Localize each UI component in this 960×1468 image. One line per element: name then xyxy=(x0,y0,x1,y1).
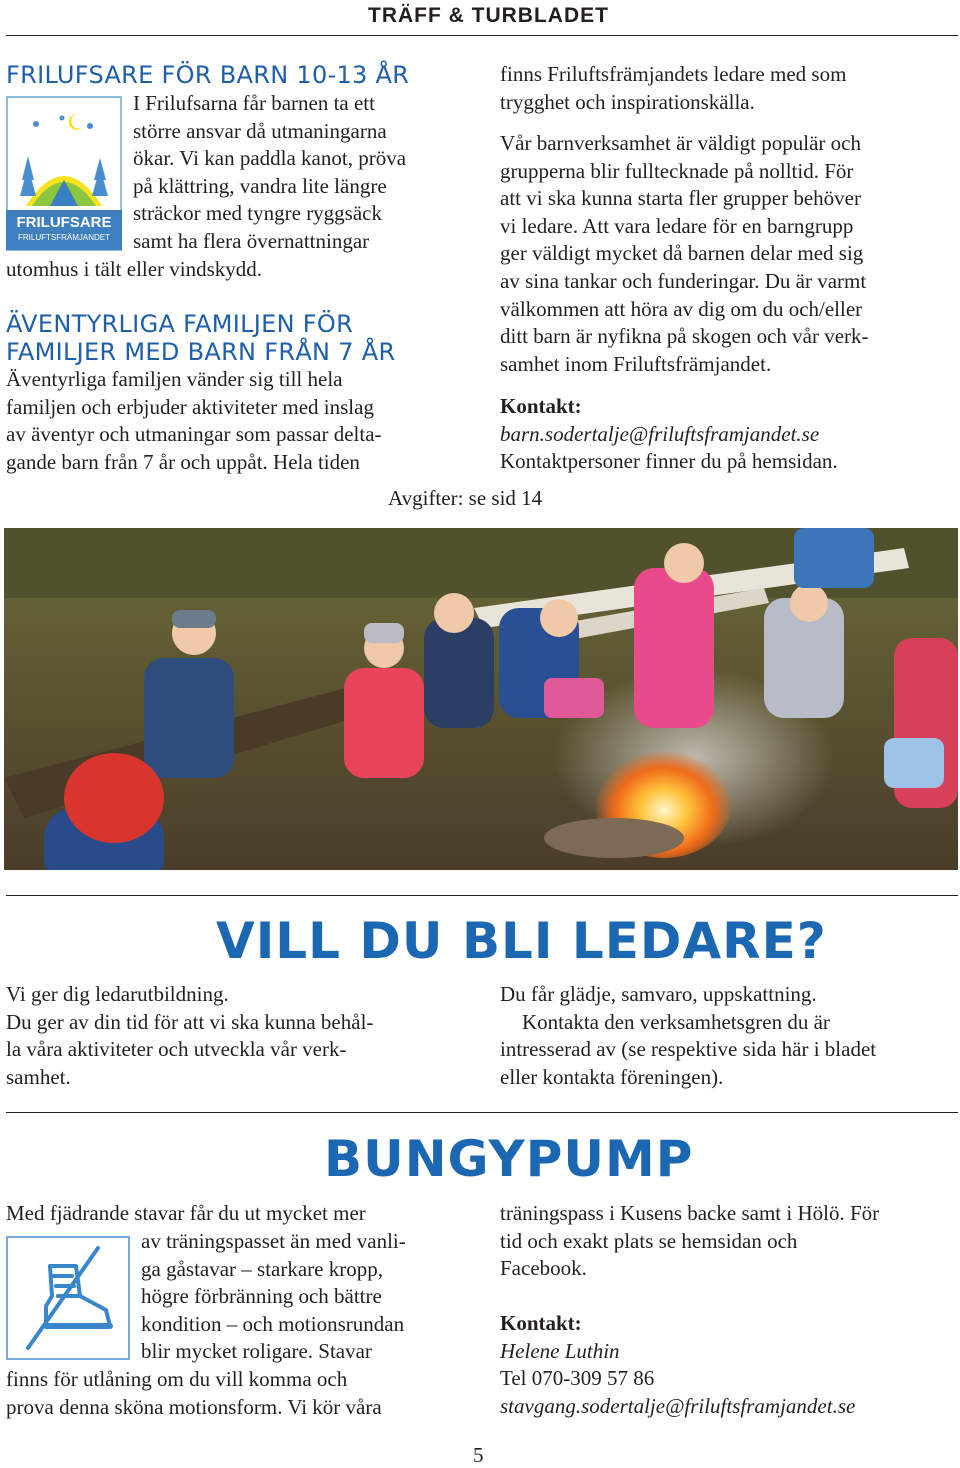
text-line: samhet. xyxy=(6,1064,71,1089)
bungy-contact xyxy=(500,1310,957,1420)
text-line: Vi ger dig ledarutbildning. xyxy=(6,982,229,1006)
text-line: eller kontakta föreningen). xyxy=(500,1064,724,1089)
text-line: sträckor med tyngre ryggsäck xyxy=(133,201,382,226)
text-line: träningspass i Kusens backe samt i Hölö. För xyxy=(500,1201,880,1225)
bungy-headline: BUNGYPUMP xyxy=(324,1130,694,1188)
frilufsare-text xyxy=(133,90,463,256)
text-line: ga gåstavar – starkare kropp, xyxy=(141,1256,383,1281)
text-line: kondition – och motionsrundan xyxy=(141,1311,405,1336)
hiking-boot-icon xyxy=(6,1236,130,1360)
bungy-text-first xyxy=(6,1200,463,1228)
text-line: Facebook. xyxy=(500,1256,587,1281)
section-rule xyxy=(6,1112,958,1113)
text-line: större ansvar då utmaningarna xyxy=(133,118,387,143)
text-line: ger väldigt mycket då barnen delar med sig xyxy=(500,241,864,266)
familjen-title-line: FAMILJER MED BARN FRÅN 7 ÅR xyxy=(6,338,396,366)
bungy-right-text xyxy=(500,1200,957,1283)
text-line: grupperna blir fulltecknade på nolltid. För xyxy=(500,158,854,183)
logo-text: FRILUFSARE xyxy=(16,214,112,231)
contact-label: Kontakt: xyxy=(500,394,582,418)
campfire-photo xyxy=(4,528,958,870)
fees-note: Avgifter: se sid 14 xyxy=(388,486,543,510)
frilufsare-text-last xyxy=(6,256,463,284)
familjen-continued xyxy=(500,61,957,116)
text-line: tid och exakt plats se hemsidan och xyxy=(500,1228,798,1253)
familjen-contact xyxy=(500,393,957,476)
text-line: ökar. Vi kan paddla kanot, pröva xyxy=(133,146,407,171)
text-line: finns för utlåning om du vill komma och xyxy=(6,1367,348,1391)
ledare-left-text xyxy=(6,981,463,1091)
running-head: TRÄFF & TURBLADET xyxy=(368,4,609,27)
text-line: utomhus i tält eller vindskydd. xyxy=(6,257,263,281)
text-line: vi ledare. Att vara ledare för en barngrupp xyxy=(500,213,854,238)
bungy-text-last xyxy=(6,1366,463,1421)
text-line: på klättring, vandra lite längre xyxy=(133,173,387,198)
text-line: finns Friluftsfrämjandets ledare med som xyxy=(500,62,847,86)
header-rule xyxy=(6,35,958,36)
text-line: la våra aktiviteter och utveckla vår verk- xyxy=(6,1037,347,1062)
familjen-title-line: ÄVENTYRLIGA FAMILJEN FÖR xyxy=(6,310,354,338)
section-rule xyxy=(6,895,958,896)
text-line: trygghet och inspirationskälla. xyxy=(500,89,755,114)
familjen-title xyxy=(6,310,395,366)
text-line: Äventyrliga familjen vänder sig till hela xyxy=(6,367,343,391)
logo-subtext: FRILUFTSFRÄMJANDET xyxy=(18,233,110,242)
text-line: ditt barn är nyfikna på skogen och vår verk- xyxy=(500,324,869,349)
frilufsare-title: FRILUFSARE FÖR BARN 10-13 ÅR xyxy=(6,61,410,89)
text-line: Du får glädje, samvaro, uppskattning. xyxy=(500,982,817,1006)
text-line: välkommen att höra av dig om du och/eller xyxy=(500,296,863,321)
text-line: blir mycket roligare. Stavar xyxy=(141,1339,372,1364)
text-line: intresserad av (se respektive sida här i bladet xyxy=(500,1037,877,1062)
text-line: samhet inom Friluftsfrämjandet. xyxy=(500,351,772,376)
familjen-paragraph-2 xyxy=(500,130,957,378)
text-line: Vår barnverksamhet är väldigt populär och xyxy=(500,131,861,155)
text-line: Med fjädrande stavar får du ut mycket mer xyxy=(6,1201,366,1225)
contact-label: Kontakt: xyxy=(500,1311,582,1335)
text-line: Kontakta den verksamhetsgren du är xyxy=(522,1009,830,1034)
text-line: av sina tankar och funderingar. Du är varmt xyxy=(500,268,867,293)
text-line: av äventyr och utmaningar som passar delta- xyxy=(6,422,382,447)
page-number: 5 xyxy=(473,1443,484,1467)
text-line: Du ger av din tid för att vi ska kunna behål- xyxy=(6,1009,374,1034)
bungy-text-wrap xyxy=(141,1228,463,1366)
contact-name: Helene Luthin xyxy=(500,1338,620,1363)
text-line: av träningspasset än med vanli- xyxy=(141,1229,406,1253)
contact-email-link[interactable]: barn.sodertalje@friluftsframjandet.se xyxy=(500,421,820,446)
text-line: I Frilufsarna får barnen ta ett xyxy=(133,91,375,115)
contact-phone: Tel 070-309 57 86 xyxy=(500,1366,655,1391)
ledare-headline: VILL DU BLI LEDARE? xyxy=(216,912,827,970)
text-line: högre förbränning och bättre xyxy=(141,1284,382,1309)
text-line: gande barn från 7 år och uppåt. Hela tiden xyxy=(6,449,360,474)
contact-note: Kontaktpersoner finner du på hemsidan. xyxy=(500,449,838,474)
text-line: familjen och erbjuder aktiviteter med inslag xyxy=(6,394,374,419)
text-line: samt ha flera övernattningar xyxy=(133,228,370,253)
familjen-text xyxy=(6,366,463,476)
text-line: prova denna sköna motionsform. Vi kör våra xyxy=(6,1394,382,1419)
ledare-right-text xyxy=(500,981,957,1091)
frilufsare-logo xyxy=(6,96,122,251)
contact-email-link[interactable]: stavgang.sodertalje@friluftsframjandet.se xyxy=(500,1393,856,1418)
text-line: att vi ska kunna starta fler grupper behöver xyxy=(500,186,861,211)
